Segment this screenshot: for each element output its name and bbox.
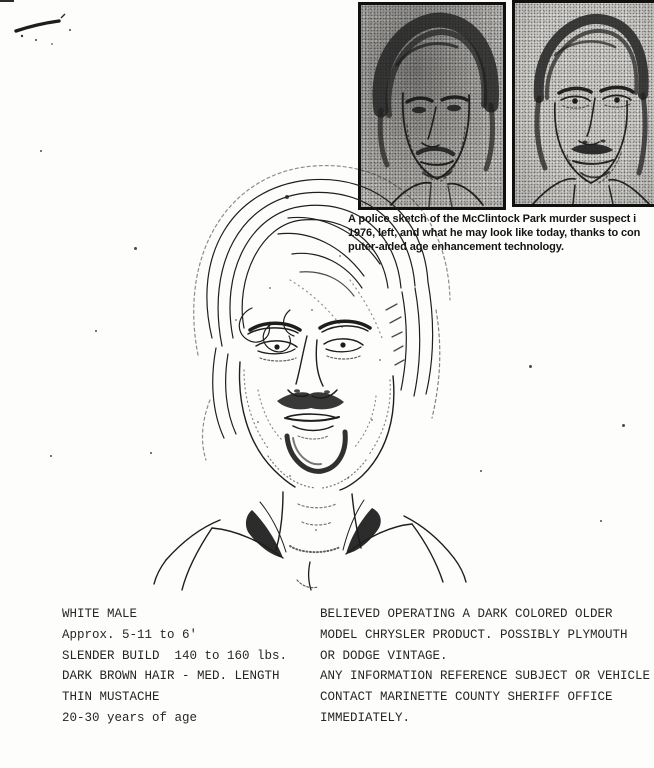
description-line: DARK BROWN HAIR - MED. LENGTH xyxy=(62,669,280,684)
sketch-aged-face xyxy=(515,3,654,204)
paper-speck xyxy=(600,520,602,522)
notice-line: OR DODGE VINTAGE. xyxy=(320,648,448,663)
paper-speck xyxy=(134,247,137,250)
notice-line: CONTACT MARINETTE COUNTY SHERIFF OFFICE xyxy=(320,690,613,705)
notice-line: BELIEVED OPERATING A DARK COLORED OLDER xyxy=(320,607,613,621)
paper-speck xyxy=(529,365,532,368)
suspect-description xyxy=(62,604,287,729)
paper-speck xyxy=(95,330,97,332)
description-line: 20-30 years of age xyxy=(62,710,198,725)
paper-speck xyxy=(622,424,625,427)
caption-line: A police sketch of the McClintock Park murder suspect i xyxy=(348,213,637,225)
paper-speck xyxy=(40,150,42,152)
vehicle-notice xyxy=(320,604,650,729)
notice-line: ANY INFORMATION REFERENCE SUBJECT OR VEHICLE xyxy=(320,669,651,684)
description-line: Approx. 5-11 to 6' xyxy=(62,627,198,642)
notice-line: IMMEDIATELY. xyxy=(320,710,411,725)
caption-line: 1976, left, and what he may look like today, thanks to con xyxy=(348,227,641,239)
notice-line: MODEL CHRYSLER PRODUCT. POSSIBLY PLYMOUTH xyxy=(320,627,628,642)
description-line: WHITE MALE xyxy=(62,607,138,621)
large-police-sketch xyxy=(140,160,470,592)
description-line: SLENDER BUILD 140 to 160 lbs. xyxy=(62,648,288,663)
pen-stroke-mark xyxy=(0,0,90,60)
paper-speck xyxy=(480,470,482,472)
description-line: THIN MUSTACHE xyxy=(62,690,160,705)
caption-line: puter-aided age enhancement technology. xyxy=(348,241,564,253)
paper-speck xyxy=(50,455,52,457)
sketch-aged-photo xyxy=(512,0,654,207)
